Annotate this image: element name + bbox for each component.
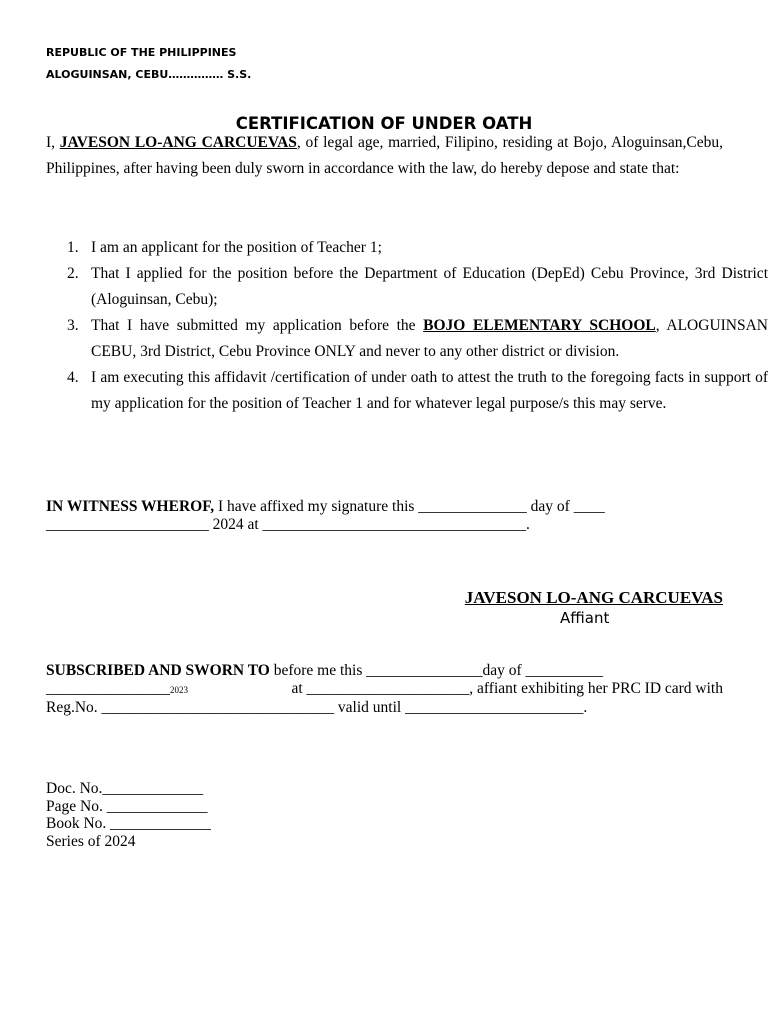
statement-list bbox=[46, 235, 768, 417]
item-number: 2. bbox=[67, 265, 79, 282]
witness-lead: IN WITNESS WHEROF, bbox=[46, 498, 215, 515]
jurat-clause bbox=[46, 662, 723, 717]
item-text-pre: That I have submitted my application before the bbox=[91, 317, 424, 334]
affiant-label: Affiant bbox=[560, 609, 610, 627]
notary-block bbox=[46, 780, 211, 850]
item-text-post: , ALOGUINSAN CEBU, 3rd District, Cebu Province ONLY and never to any other district or division. bbox=[91, 317, 768, 360]
header-republic: REPUBLIC OF THE PHILIPPINES bbox=[46, 46, 237, 59]
book-number: Book No. _____________ bbox=[46, 815, 211, 832]
witness-clause bbox=[46, 498, 723, 534]
witness-line1: I have affixed my signature this ______________ day of ____ bbox=[214, 498, 605, 515]
intro-prefix: I, bbox=[46, 134, 60, 151]
doc-number: Doc. No._____________ bbox=[46, 780, 204, 797]
page-number: Page No. _____________ bbox=[46, 797, 208, 815]
jurat-line2-rest: at _____________________, affiant exhibiting her PRC ID card with bbox=[291, 680, 723, 697]
affiant-name-inline: JAVESON LO-ANG CARCUEVAS bbox=[59, 134, 297, 151]
item-number: 1. bbox=[67, 239, 79, 256]
header-venue: ALOGUINSAN, CEBU…………… S.S. bbox=[46, 68, 252, 81]
intro-paragraph bbox=[46, 130, 723, 182]
list-item bbox=[67, 235, 768, 261]
list-item bbox=[67, 261, 768, 313]
item-number: 3. bbox=[67, 317, 79, 334]
jurat-year: 2023 bbox=[170, 685, 188, 695]
item-number: 4. bbox=[67, 369, 79, 386]
jurat-line3: Reg.No. ______________________________ valid until _______________________. bbox=[46, 699, 588, 716]
witness-line2: _____________________ 2024 at __________________________________. bbox=[46, 516, 530, 533]
list-item bbox=[67, 365, 768, 417]
document-title: CERTIFICATION OF UNDER OATH bbox=[235, 114, 533, 133]
affiant-signature-name: JAVESON LO-ANG CARCUEVAS bbox=[464, 588, 723, 607]
school-name: BOJO ELEMENTARY SCHOOL bbox=[423, 317, 656, 334]
item-text: I am executing this affidavit /certification of under oath to attest the truth to the foregoing facts in support of my application for the position of Teacher 1 and for whatever legal purpose/s this may serve. bbox=[91, 369, 768, 412]
intro-rest: , of legal age, married, Filipino, residing at Bojo, Aloguinsan,Cebu, Philippines, after having been duly sworn in accordance with the law, do hereby depose and state that: bbox=[46, 134, 723, 177]
series-year: Series of 2024 bbox=[46, 832, 136, 850]
item-text: That I applied for the position before the Department of Education (DepEd) Cebu Province, 3rd District (Aloguinsan, Cebu); bbox=[91, 265, 768, 308]
item-text: I am an applicant for the position of Teacher 1; bbox=[91, 239, 382, 256]
jurat-line2 bbox=[46, 680, 723, 699]
jurat-blank: ________________ bbox=[46, 680, 170, 697]
jurat-line1: before me this _______________day of __________ bbox=[269, 662, 604, 679]
jurat-lead: SUBSCRIBED AND SWORN TO bbox=[46, 662, 270, 679]
list-item bbox=[67, 313, 768, 365]
